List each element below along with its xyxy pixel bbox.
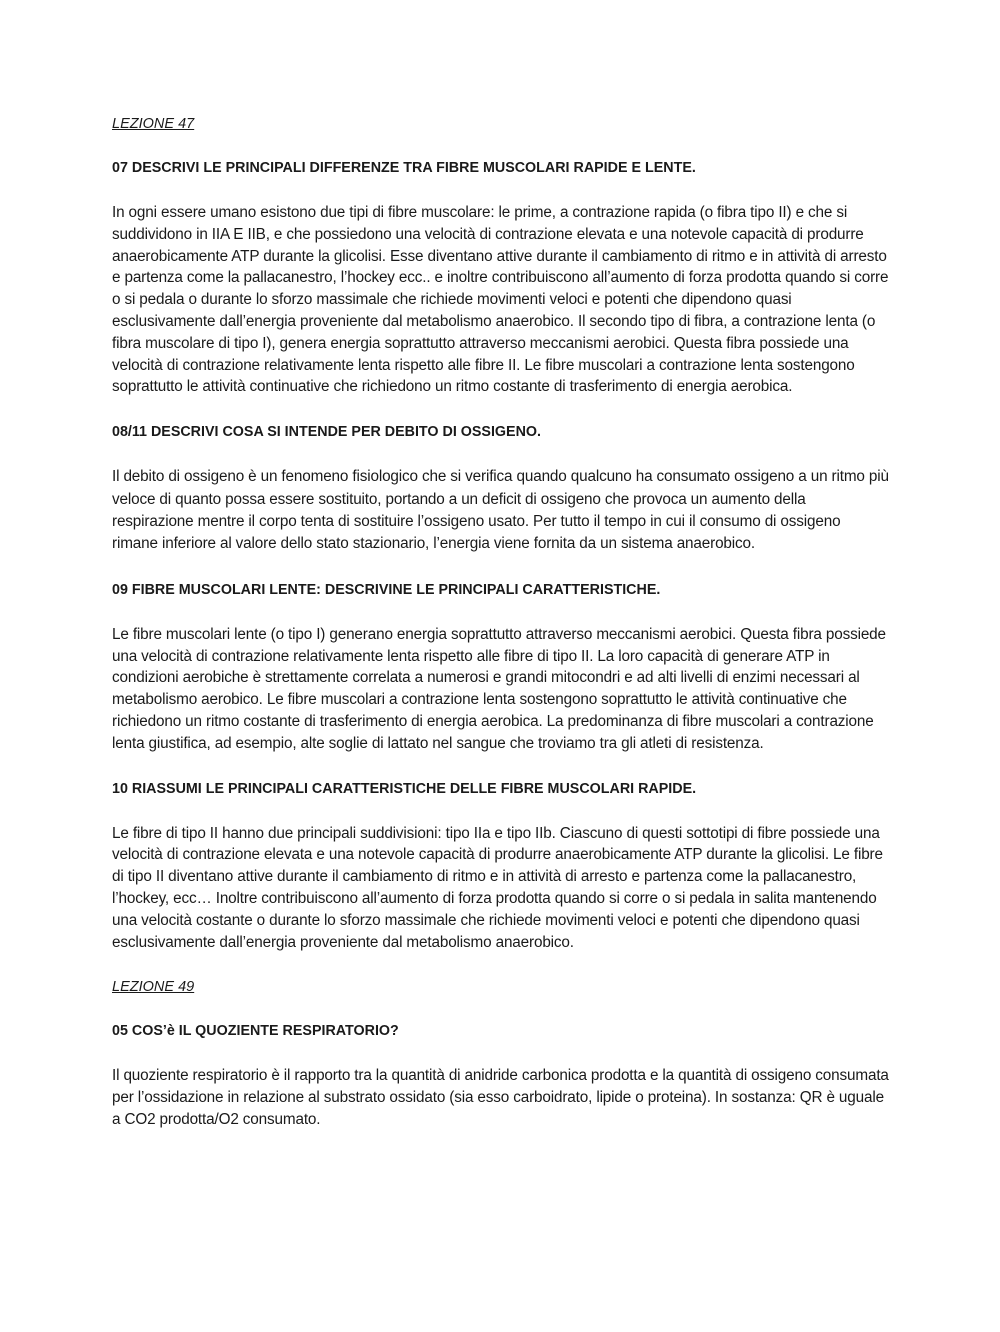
question-heading: 10 RIASSUMI LE PRINCIPALI CARATTERISTICHE DELLE FIBRE MUSCOLARI RAPIDE. (112, 780, 697, 797)
answer-paragraph: Le fibre muscolari lente (o tipo I) generano energia soprattutto attraverso meccanismi aerobici. Questa fibra possiede una velocità di contrazione relativamente lenta rispetto alle fibre di tipo II. La loro capacità di generare ATP in condizioni aerobiche è strettamente correlata a numerosi e grandi mitocondri e ad alti livelli di enzimi necessari al metabolismo aerobico. Le fibre muscolari a contrazione lenta sostengono soprattutto le attività continuative che richiedono un ritmo costante di trasferimento di energia aerobica. La predominanza di fibre muscolari a contrazione lenta giustifica, ad esempio, alte soglie di lattato nel sangue che troviamo tra gli atleti di resistenza. (112, 625, 886, 752)
answer-paragraph: Il debito di ossigeno è un fenomeno fisiologico che si verifica quando qualcuno ha consumato ossigeno a un ritmo più veloce di quanto possa essere sostituito, portando a un deficit di ossigeno che provoca un aumento della respirazione mentre il corpo tenta di sostituire l’ossigeno usato. Per tutto il tempo in cui il consumo di ossigeno rimane inferiore al valore dello stato stazionario, l’energia viene fornita da un sistema anaerobico. (112, 468, 889, 553)
answer-paragraph: Il quoziente respiratorio è il rapporto tra la quantità di anidride carbonica prodotta e la quantità di ossigeno consumata per l’ossidazione in relazione al substrato ossidato (sia esso carboidrato, lipide o proteina). In sostanza: QR è uguale a CO2 prodotta/O2 consumato. (112, 1067, 889, 1128)
question-heading: 05 COS’è IL QUOZIENTE RESPIRATORIO? (112, 1023, 399, 1040)
question-heading: 09 FIBRE MUSCOLARI LENTE: DESCRIVINE LE PRINCIPALI CARATTERISTICHE. (112, 581, 661, 598)
answer-paragraph: Le fibre di tipo II hanno due principali suddivisioni: tipo IIa e tipo IIb. Ciascuno di questi sottotipi di fibre possiede una velocità di contrazione elevata e una notevole capacità di produrre anaerobicamente ATP durante la glicolisi. Le fibre di tipo II diventano attive durante il cambiamento di ritmo e in attività di arresto e partenza come la pallacanestro, l’hockey, ecc… Inoltre contribuiscono all’aumento di forza prodotta quando si corre o si pedala in salita mantenendo una velocità costante o durante lo sforzo massimale che richiede movimenti veloci e potenti che dipendono quasi esclusivamente dall’energia proveniente dal metabolismo anaerobico. (112, 824, 883, 951)
answer-paragraph: In ogni essere umano esistono due tipi di fibre muscolare: le prime, a contrazione rapida (o fibra tipo II) e che si suddividono in IIA E IIB, e che possiedono una velocità di contrazione elevata e una notevole capacità di produrre anaerobicamente ATP durante la glicolisi. Esse diventano attive durante il cambiamento di ritmo e in attività di arresto e partenza come la pallacanestro, l’hockey ecc.. e inoltre contribuiscono all’aumento di forza prodotta quando si corre o si pedala o durante lo sforzo massimale che richiede movimenti veloci e potenti che dipendono quasi esclusivamente dall’energia proveniente dal metabolismo anaerobico. Il secondo tipo di fibra, a contrazione lenta (o fibra muscolare di tipo I), genera energia soprattutto attraverso meccanismi aerobici. Questa fibra possiede una velocità di contrazione relativamente lenta rispetto alle fibre II. Le fibre muscolari a contrazione lenta sostengono soprattutto le attività continuative che richiedono un ritmo costante di trasferimento di energia aerobica. (112, 204, 889, 396)
question-heading: 08/11 DESCRIVI COSA SI INTENDE PER DEBITO DI OSSIGENO. (112, 424, 542, 441)
lesson-heading: LEZIONE 47 (112, 116, 195, 132)
question-heading: 07 DESCRIVI LE PRINCIPALI DIFFERENZE TRA FIBRE MUSCOLARI RAPIDE E LENTE. (112, 160, 696, 176)
lesson-heading: LEZIONE 49 (112, 979, 195, 996)
